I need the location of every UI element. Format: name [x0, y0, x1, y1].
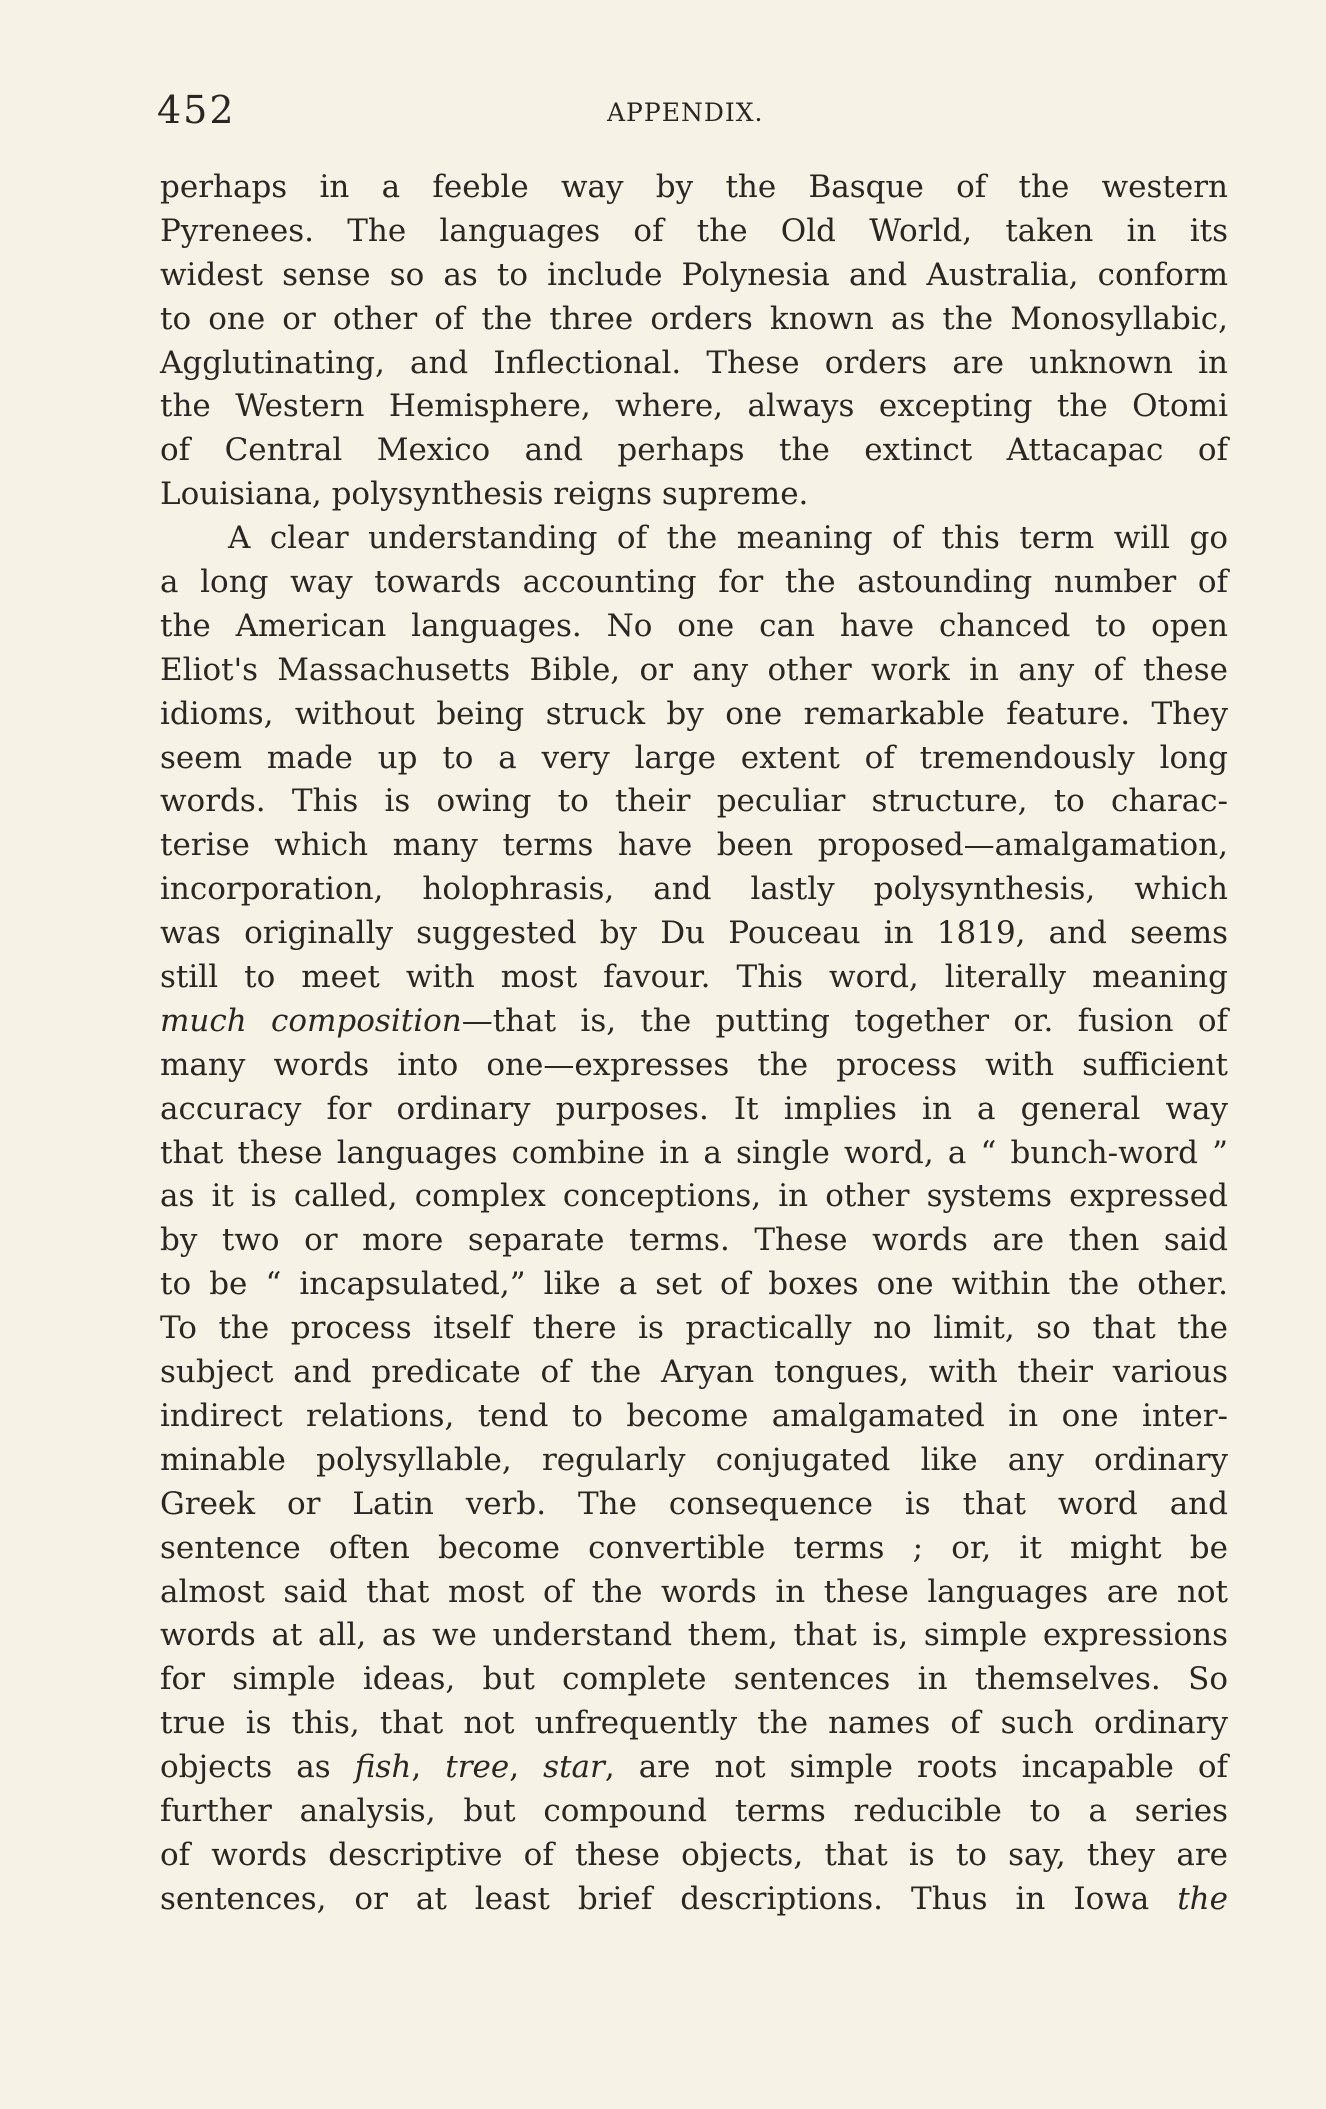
text-line: To the process itself there is practically no limit, so that the — [160, 1310, 1228, 1347]
page-header — [157, 88, 1227, 138]
text-line: perhaps in a feeble way by the Basque of the western — [160, 169, 1228, 205]
text-line: still to meet with most favour. This word, literally meaning — [160, 959, 1228, 996]
text-run: sentences, or at least brief descriptions. Thus in Iowa — [160, 1880, 1178, 1917]
text-line: a long way towards accounting for the astounding number of — [160, 564, 1228, 601]
text-line: words at all, as we understand them, that is, simple expressions — [160, 1617, 1228, 1654]
text-line: minable polysyllable, regularly conjugated like any ordinary — [160, 1441, 1228, 1478]
text-line: for simple ideas, but complete sentences in themselves. So — [160, 1661, 1228, 1698]
text-line: Agglutinating, and Inflectional. These orders are unknown in — [160, 344, 1228, 381]
text-run: —that is, the putting together or. fusion of — [461, 1002, 1229, 1039]
text-line: was originally suggested by Du Pouceau in 1819, and seems — [160, 915, 1228, 952]
text-line: many words into one—expresses the process with sufficient — [160, 1046, 1228, 1083]
text-run: , — [509, 1749, 544, 1786]
text-line: further analysis, but compound terms reducible to a series — [160, 1792, 1228, 1829]
text-line: Pyrenees. The languages of the Old World, taken in its — [160, 212, 1228, 249]
text-run: objects as — [160, 1749, 355, 1786]
text-line: as it is called, complex conceptions, in other systems expressed — [160, 1178, 1228, 1215]
text-line: idioms, without being struck by one remarkable feature. They — [160, 695, 1228, 732]
italic-word: star — [543, 1749, 605, 1786]
text-line: terise which many terms have been proposed—amalgamation, — [160, 827, 1228, 864]
italic-word: fish — [354, 1749, 412, 1786]
text-line: Louisiana, polysynthesis reigns supreme. — [160, 476, 809, 513]
text-line: the Western Hemisphere, where, always excepting the Otomi — [160, 388, 1228, 425]
text-line: subject and predicate of the Aryan tongues, with their various — [160, 1354, 1228, 1391]
text-line: by two or more separate terms. These words are then said — [160, 1222, 1228, 1259]
text-line: indirect relations, tend to become amalgamated in one inter- — [160, 1397, 1228, 1434]
text-line — [160, 1878, 1228, 1922]
italic-phrase: much composition — [160, 1002, 462, 1039]
page-number: 452 — [157, 88, 236, 132]
text-line: of Central Mexico and perhaps the extinct Attacapac of — [160, 432, 1228, 469]
text-line: the American languages. No one can have chanced to open — [160, 607, 1228, 644]
text-line — [160, 1000, 1228, 1044]
body-text — [160, 166, 1228, 1922]
text-line: of words descriptive of these objects, that is to say, they are — [160, 1836, 1228, 1873]
text-line: Eliot's Massachusetts Bible, or any other work in any of these — [160, 651, 1228, 688]
italic-word: the — [1177, 1880, 1228, 1917]
text-line — [160, 1746, 1228, 1790]
text-run: , are not simple roots incapable of — [604, 1749, 1228, 1786]
text-line: sentence often become convertible terms ; or, it might be — [160, 1529, 1228, 1566]
text-line: almost said that most of the words in these languages are not — [160, 1573, 1228, 1610]
running-head: APPENDIX. — [607, 98, 764, 127]
text-line: words. This is owing to their peculiar structure, to charac- — [160, 783, 1228, 820]
italic-word: tree — [445, 1749, 510, 1786]
text-line: incorporation, holophrasis, and lastly polysynthesis, which — [160, 871, 1228, 908]
text-line: that these languages combine in a single word, a “ bunch-word ” — [160, 1134, 1228, 1171]
text-line: widest sense so as to include Polynesia and Australia, conform — [160, 256, 1228, 293]
text-line: seem made up to a very large extent of tremendously long — [160, 739, 1228, 776]
text-line: Greek or Latin verb. The consequence is that word and — [160, 1485, 1228, 1522]
text-line: to one or other of the three orders known as the Monosyllabic, — [160, 300, 1228, 337]
text-line: true is this, that not unfrequently the names of such ordinary — [160, 1705, 1228, 1742]
text-run: , — [411, 1749, 446, 1786]
text-line: to be “ incapsulated,” like a set of boxes one within the other. — [160, 1266, 1228, 1303]
text-line: accuracy for ordinary purposes. It implies in a general way — [160, 1090, 1228, 1127]
text-line: A clear understanding of the meaning of this term will go — [228, 520, 1228, 557]
